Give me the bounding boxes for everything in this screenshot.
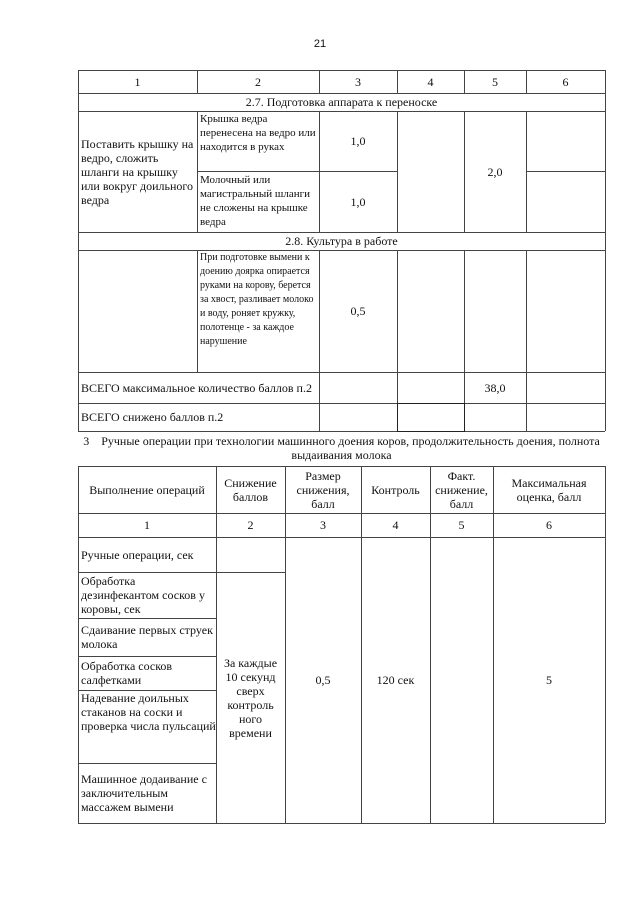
section-2-8-title: 2.8. Культура в работе xyxy=(285,234,398,248)
header-reduction: Снижение баллов xyxy=(224,475,277,504)
criterion-2-7-a: Крышка ведра перенесена на ведро или находится в руках xyxy=(200,113,316,153)
operation-manual: Ручные операции, сек xyxy=(81,547,194,562)
header-reduction-size: Размер снижения, балл xyxy=(296,468,350,511)
operation-machine-stripping: Машинное додаивание с заключительным массажем вымени xyxy=(81,772,207,814)
value-2-8: 0,5 xyxy=(350,304,366,318)
reduction-rule: За каждые 10 секунд сверх контроль ного времени xyxy=(223,655,278,740)
operation-first-streams: Сдаивание первых струек молока xyxy=(81,623,213,651)
header-col-6: 6 xyxy=(562,74,569,89)
number-col-4: 4 xyxy=(392,518,399,532)
number-col-6: 6 xyxy=(546,518,552,532)
header-control: Контроль xyxy=(371,482,420,497)
total-max-value: 38,0 xyxy=(484,380,506,395)
value-2-7-b: 1,0 xyxy=(350,194,366,209)
section-3-heading xyxy=(78,434,605,462)
header-col-1: 1 xyxy=(134,74,141,89)
section-3-title: Ручные операции при технологии машинного доения коров, продолжительность доения, полнота выдаивания молока xyxy=(101,434,600,462)
number-col-5: 5 xyxy=(458,518,465,532)
criterion-2-7-b: Молочный или магистральный шланги не сложены на крышке ведра xyxy=(200,174,311,228)
header-fact-reduction: Факт. снижение, балл xyxy=(435,468,488,511)
header-col-4: 4 xyxy=(427,74,434,89)
header-col-5: 5 xyxy=(492,74,498,89)
criterion-2-8: При подготовке вымени к доению доярка опирается руками на корову, берется за хвост, разливает молоко и воду, роняет кружку, полотенце - за каждое нарушение xyxy=(200,252,314,347)
header-max-score: Максимальная оценка, балл xyxy=(511,475,587,504)
total-reduced-label: ВСЕГО снижено баллов п.2 xyxy=(81,410,224,424)
page-number: 21 xyxy=(313,38,327,50)
section-2-7-title: 2.7. Подготовка аппарата к переноске xyxy=(245,95,438,109)
operation-teat-cups: Надевание доильных стаканов на соски и проверка числа пульсаций xyxy=(81,691,216,733)
operation-napkins: Обработка сосков салфетками xyxy=(81,659,173,687)
header-operations: Выполнение операций xyxy=(89,482,205,497)
header-col-2: 2 xyxy=(255,74,261,89)
value-2-7-a: 1,0 xyxy=(350,134,366,148)
operation-disinfection: Обработка дезинфекантом сосков у коровы, сек xyxy=(81,574,205,616)
number-col-2: 2 xyxy=(247,518,254,532)
number-col-3: 3 xyxy=(320,518,326,532)
reduction-size-value: 0,5 xyxy=(315,673,331,687)
section-3-number: 3 xyxy=(83,434,90,448)
header-col-3: 3 xyxy=(355,74,361,89)
max-score-2-7: 2,0 xyxy=(487,164,503,179)
total-reduced-value-box xyxy=(397,403,465,432)
total-max-label: ВСЕГО максимальное количество баллов п.2 xyxy=(81,380,312,395)
control-value: 120 сек xyxy=(376,673,415,687)
operation-2-7: Поставить крышку на ведро, сложить шланги на крышку или вокруг доильного ведра xyxy=(81,136,194,207)
number-col-1: 1 xyxy=(144,518,150,532)
max-score-value: 5 xyxy=(546,673,552,687)
